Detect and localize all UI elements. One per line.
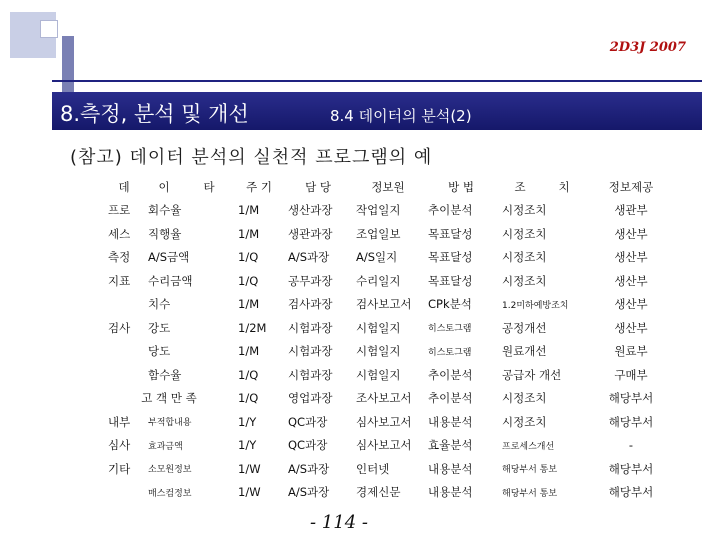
action-cell: 공급자 개선 [502, 367, 562, 382]
data-analysis-table [104, 175, 676, 504]
cycle-cell: 1/M [238, 203, 260, 218]
header-cell: 조 [514, 179, 526, 194]
method-cell: 효율분석 [428, 438, 473, 453]
group-cell [104, 481, 144, 505]
page-number: - 114 - [310, 512, 368, 533]
table-row [104, 457, 676, 481]
item-cell: 수리금액 [148, 273, 193, 288]
header-cell: 정보원 [371, 179, 405, 194]
table-row [104, 481, 676, 505]
source-cell: 시험일지 [356, 367, 401, 382]
table-row [104, 199, 676, 223]
group-cell: 프로 [108, 203, 131, 218]
table-row [104, 246, 676, 270]
cycle-cell: 1/Q [238, 391, 259, 406]
source-cell: A/S일지 [356, 250, 398, 265]
owner-cell: QC과장 [288, 414, 328, 429]
provider-cell: - [628, 438, 634, 453]
method-cell: 내용분석 [428, 461, 473, 476]
provider-cell: 생산부 [614, 250, 648, 265]
provider-cell: 해당부서 [608, 414, 654, 429]
action-cell: 시정조치 [502, 250, 547, 265]
table-row [104, 410, 676, 434]
header-cell: 치 [558, 179, 570, 194]
owner-cell: 영업과장 [288, 391, 333, 406]
header-cell: 방 법 [448, 179, 474, 194]
owner-cell: A/S과장 [288, 485, 330, 500]
action-cell: 시정조치 [502, 414, 547, 429]
action-cell: 시정조치 [502, 226, 547, 241]
owner-cell: 시험과장 [288, 320, 333, 335]
group-cell [104, 293, 144, 317]
owner-cell: 검사과장 [288, 297, 333, 312]
cycle-cell: 1/Q [238, 250, 259, 265]
method-cell: 히스토그램 [428, 324, 472, 335]
document-code: 2D3J 2007 [609, 40, 686, 55]
table-caption: (참고) 데이터 분석의 실천적 프로그램의 예 [70, 147, 433, 168]
method-cell: 내용분석 [428, 414, 473, 429]
cycle-cell: 1/W [238, 461, 261, 476]
source-cell: 시험일지 [356, 344, 401, 359]
cycle-cell: 1/Y [238, 414, 257, 429]
method-cell: 목표달성 [428, 250, 473, 265]
source-cell: 심사보고서 [356, 438, 412, 453]
table-row [104, 222, 676, 246]
group-cell: 기타 [108, 461, 131, 476]
action-cell: 시정조치 [502, 391, 547, 406]
method-cell: 추이분석 [428, 203, 473, 218]
action-cell: 프로세스개선 [502, 441, 555, 452]
decorative-square-small [40, 20, 58, 38]
provider-cell: 생산부 [614, 320, 648, 335]
provider-cell: 구매부 [614, 367, 648, 382]
method-cell: 목표달성 [428, 226, 473, 241]
cycle-cell: 1/M [238, 344, 260, 359]
group-cell: 고 객 만 족 [141, 391, 197, 406]
cycle-cell: 1/M [238, 297, 260, 312]
group-cell: 세스 [108, 226, 131, 241]
owner-cell: 시험과장 [288, 344, 333, 359]
owner-cell: A/S과장 [288, 250, 330, 265]
group-cell: 내부 [108, 414, 131, 429]
cycle-cell: 1/M [238, 226, 260, 241]
action-cell: 해당부서 통보 [502, 488, 558, 499]
cycle-cell: 1/Q [238, 367, 259, 382]
owner-cell: A/S과장 [288, 461, 330, 476]
provider-cell: 생산부 [614, 273, 648, 288]
header-divider [52, 80, 702, 82]
source-cell: 시험일지 [356, 320, 401, 335]
group-cell: 검사 [108, 320, 131, 335]
provider-cell: 생산부 [614, 297, 648, 312]
table-row [104, 434, 676, 458]
item-cell: 당도 [148, 344, 171, 359]
cycle-cell: 1/2M [238, 320, 267, 335]
item-cell: 부적합내용 [148, 418, 192, 429]
table-row [104, 316, 676, 340]
action-cell: 시정조치 [502, 203, 547, 218]
page-title: 8.측정, 분석 및 개선 [60, 102, 249, 126]
cycle-cell: 1/Q [238, 273, 259, 288]
provider-cell: 생관부 [614, 203, 648, 218]
method-cell: 히스토그램 [428, 347, 472, 358]
provider-cell: 해당부서 [608, 461, 654, 476]
action-cell: 1.2미하예방조치 [502, 300, 569, 311]
item-cell: 함수율 [148, 367, 182, 382]
header-cell: 이 [158, 179, 170, 194]
action-cell: 해당부서 통보 [502, 465, 558, 476]
provider-cell: 해당부서 [608, 391, 654, 406]
header-cell: 데 [118, 179, 130, 194]
table-header-row [104, 175, 676, 199]
owner-cell: 생산과장 [288, 203, 333, 218]
decorative-vertical-bar [62, 36, 74, 96]
item-cell: 강도 [148, 320, 171, 335]
item-cell: 소모원정보 [148, 465, 192, 476]
owner-cell: 생관과장 [288, 226, 333, 241]
header-cell: 담 당 [305, 179, 331, 194]
group-cell [104, 340, 144, 364]
provider-cell: 생산부 [614, 226, 648, 241]
item-cell: A/S금액 [148, 250, 190, 265]
owner-cell: 공무과장 [288, 273, 333, 288]
table-row [104, 387, 676, 411]
action-cell: 시정조치 [502, 273, 547, 288]
method-cell: 내용분석 [428, 485, 473, 500]
method-cell: 목표달성 [428, 273, 473, 288]
method-cell: CPk분석 [428, 297, 472, 312]
item-cell: 효과금액 [148, 441, 183, 452]
item-cell: 치수 [148, 297, 171, 312]
group-cell [104, 363, 144, 387]
item-cell: 직행율 [148, 226, 182, 241]
action-cell: 원료개선 [502, 344, 547, 359]
source-cell: 작업일지 [356, 203, 401, 218]
table-row [104, 340, 676, 364]
header-cell: 주 기 [246, 179, 272, 194]
source-cell: 조사보고서 [356, 391, 412, 406]
table-row [104, 293, 676, 317]
action-cell: 공정개선 [502, 320, 547, 335]
table-row [104, 269, 676, 293]
provider-cell: 원료부 [614, 344, 648, 359]
source-cell: 심사보고서 [356, 414, 412, 429]
provider-cell: 해당부서 [608, 485, 654, 500]
source-cell: 경제신문 [356, 485, 401, 500]
method-cell: 추이분석 [428, 391, 473, 406]
source-cell: 조업일보 [356, 226, 401, 241]
method-cell: 추이분석 [428, 367, 473, 382]
group-cell: 측정 [108, 250, 131, 265]
group-cell: 심사 [108, 438, 131, 453]
owner-cell: 시험과장 [288, 367, 333, 382]
header-cell: 타 [203, 179, 215, 194]
header-cell: 정보제공 [608, 179, 654, 194]
item-cell: 매스컴정보 [148, 488, 192, 499]
source-cell: 검사보고서 [356, 297, 412, 312]
item-cell: 회수율 [148, 203, 182, 218]
section-title: 8.4 데이터의 분석(2) [330, 107, 472, 125]
group-cell: 지표 [108, 273, 131, 288]
source-cell: 수리일지 [356, 273, 401, 288]
table-row [104, 363, 676, 387]
cycle-cell: 1/W [238, 485, 261, 500]
cycle-cell: 1/Y [238, 438, 257, 453]
owner-cell: QC과장 [288, 438, 328, 453]
source-cell: 인터넷 [356, 461, 390, 476]
